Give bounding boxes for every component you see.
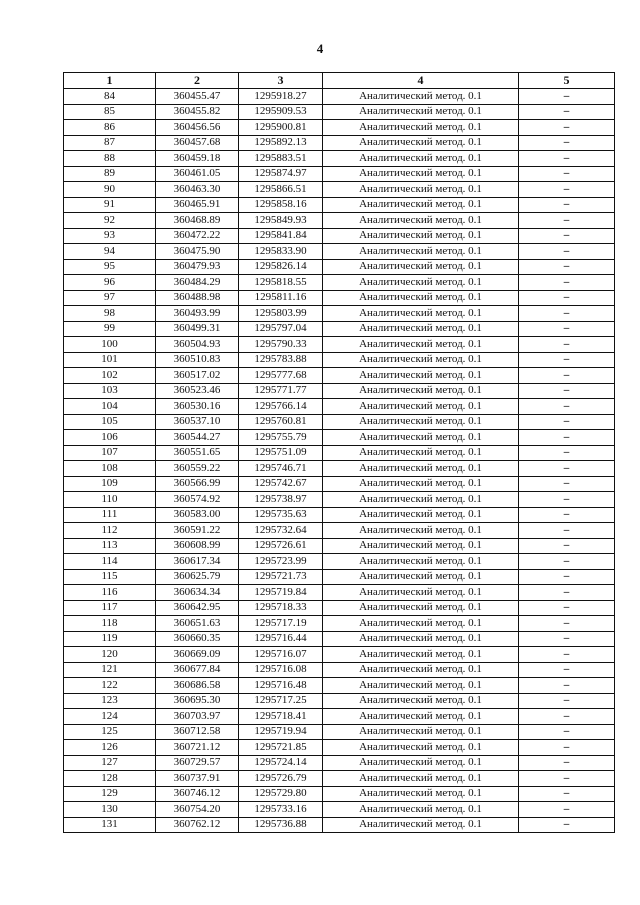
method-cell: Аналитический метод. 0.1: [323, 693, 519, 709]
y-coordinate-cell: 1295760.81: [239, 414, 323, 430]
x-coordinate-cell: 360493.99: [156, 306, 239, 322]
y-coordinate-cell: 1295783.88: [239, 352, 323, 368]
x-coordinate-cell: 360459.18: [156, 151, 239, 167]
table-row: [64, 89, 615, 105]
description-cell: –: [519, 89, 615, 105]
point-number-cell: 98: [64, 306, 156, 322]
description-cell: –: [519, 259, 615, 275]
y-coordinate-cell: 1295735.63: [239, 507, 323, 523]
point-number-cell: 99: [64, 321, 156, 337]
table-row: [64, 771, 615, 787]
y-coordinate-cell: 1295833.90: [239, 244, 323, 260]
method-cell: Аналитический метод. 0.1: [323, 151, 519, 167]
x-coordinate-cell: 360517.02: [156, 368, 239, 384]
description-cell: –: [519, 693, 615, 709]
table-row: [64, 259, 615, 275]
point-number-cell: 94: [64, 244, 156, 260]
description-cell: –: [519, 817, 615, 833]
point-number-cell: 92: [64, 213, 156, 229]
point-number-cell: 127: [64, 755, 156, 771]
point-number-cell: 84: [64, 89, 156, 105]
y-coordinate-cell: 1295918.27: [239, 89, 323, 105]
method-cell: Аналитический метод. 0.1: [323, 213, 519, 229]
table-row: [64, 755, 615, 771]
method-cell: Аналитический метод. 0.1: [323, 120, 519, 136]
table-row: [64, 693, 615, 709]
y-coordinate-cell: 1295723.99: [239, 554, 323, 570]
y-coordinate-cell: 1295717.19: [239, 616, 323, 632]
description-cell: –: [519, 492, 615, 508]
y-coordinate-cell: 1295811.16: [239, 290, 323, 306]
table-row: [64, 647, 615, 663]
y-coordinate-cell: 1295755.79: [239, 430, 323, 446]
table-row: [64, 275, 615, 291]
description-cell: –: [519, 740, 615, 756]
point-number-cell: 106: [64, 430, 156, 446]
method-cell: Аналитический метод. 0.1: [323, 321, 519, 337]
method-cell: Аналитический метод. 0.1: [323, 523, 519, 539]
point-number-cell: 95: [64, 259, 156, 275]
x-coordinate-cell: 360712.58: [156, 724, 239, 740]
point-number-cell: 97: [64, 290, 156, 306]
description-cell: –: [519, 445, 615, 461]
description-cell: –: [519, 306, 615, 322]
table-row: [64, 228, 615, 244]
table-row: [64, 740, 615, 756]
y-coordinate-cell: 1295716.07: [239, 647, 323, 663]
point-number-cell: 114: [64, 554, 156, 570]
description-cell: –: [519, 461, 615, 477]
description-cell: –: [519, 600, 615, 616]
point-number-cell: 120: [64, 647, 156, 663]
column-header-x: 2: [156, 73, 239, 89]
method-cell: Аналитический метод. 0.1: [323, 197, 519, 213]
table-row: [64, 600, 615, 616]
table-row: [64, 213, 615, 229]
method-cell: Аналитический метод. 0.1: [323, 554, 519, 570]
table-row: [64, 383, 615, 399]
description-cell: –: [519, 414, 615, 430]
method-cell: Аналитический метод. 0.1: [323, 275, 519, 291]
y-coordinate-cell: 1295818.55: [239, 275, 323, 291]
method-cell: Аналитический метод. 0.1: [323, 259, 519, 275]
table-row: [64, 786, 615, 802]
method-cell: Аналитический метод. 0.1: [323, 662, 519, 678]
table-row: [64, 197, 615, 213]
method-cell: Аналитический метод. 0.1: [323, 740, 519, 756]
table-row: [64, 399, 615, 415]
x-coordinate-cell: 360456.56: [156, 120, 239, 136]
y-coordinate-cell: 1295717.25: [239, 693, 323, 709]
description-cell: –: [519, 709, 615, 725]
description-cell: –: [519, 616, 615, 632]
column-header-y: 3: [239, 73, 323, 89]
table-row: [64, 709, 615, 725]
x-coordinate-cell: 360455.82: [156, 104, 239, 120]
table-row: [64, 306, 615, 322]
x-coordinate-cell: 360504.93: [156, 337, 239, 353]
point-number-cell: 88: [64, 151, 156, 167]
method-cell: Аналитический метод. 0.1: [323, 166, 519, 182]
description-cell: –: [519, 507, 615, 523]
y-coordinate-cell: 1295892.13: [239, 135, 323, 151]
x-coordinate-cell: 360583.00: [156, 507, 239, 523]
description-cell: –: [519, 662, 615, 678]
y-coordinate-cell: 1295721.85: [239, 740, 323, 756]
x-coordinate-cell: 360455.47: [156, 89, 239, 105]
y-coordinate-cell: 1295874.97: [239, 166, 323, 182]
table-body: [64, 89, 615, 833]
x-coordinate-cell: 360608.99: [156, 538, 239, 554]
y-coordinate-cell: 1295790.33: [239, 337, 323, 353]
method-cell: Аналитический метод. 0.1: [323, 228, 519, 244]
x-coordinate-cell: 360762.12: [156, 817, 239, 833]
description-cell: –: [519, 213, 615, 229]
point-number-cell: 87: [64, 135, 156, 151]
y-coordinate-cell: 1295726.61: [239, 538, 323, 554]
point-number-cell: 128: [64, 771, 156, 787]
description-cell: –: [519, 182, 615, 198]
method-cell: Аналитический метод. 0.1: [323, 352, 519, 368]
description-cell: –: [519, 120, 615, 136]
description-cell: –: [519, 802, 615, 818]
method-cell: Аналитический метод. 0.1: [323, 476, 519, 492]
point-number-cell: 131: [64, 817, 156, 833]
y-coordinate-cell: 1295732.64: [239, 523, 323, 539]
point-number-cell: 112: [64, 523, 156, 539]
description-cell: –: [519, 399, 615, 415]
description-cell: –: [519, 275, 615, 291]
x-coordinate-cell: 360746.12: [156, 786, 239, 802]
y-coordinate-cell: 1295777.68: [239, 368, 323, 384]
table-row: [64, 445, 615, 461]
y-coordinate-cell: 1295771.77: [239, 383, 323, 399]
description-cell: –: [519, 476, 615, 492]
x-coordinate-cell: 360523.46: [156, 383, 239, 399]
table-row: [64, 678, 615, 694]
method-cell: Аналитический метод. 0.1: [323, 771, 519, 787]
x-coordinate-cell: 360472.22: [156, 228, 239, 244]
x-coordinate-cell: 360695.30: [156, 693, 239, 709]
description-cell: –: [519, 554, 615, 570]
table-row: [64, 135, 615, 151]
description-cell: –: [519, 585, 615, 601]
point-number-cell: 119: [64, 631, 156, 647]
y-coordinate-cell: 1295716.08: [239, 662, 323, 678]
description-cell: –: [519, 104, 615, 120]
method-cell: Аналитический метод. 0.1: [323, 492, 519, 508]
method-cell: Аналитический метод. 0.1: [323, 631, 519, 647]
y-coordinate-cell: 1295797.04: [239, 321, 323, 337]
table-row: [64, 569, 615, 585]
point-number-cell: 117: [64, 600, 156, 616]
point-number-cell: 101: [64, 352, 156, 368]
point-number-cell: 130: [64, 802, 156, 818]
point-number-cell: 104: [64, 399, 156, 415]
y-coordinate-cell: 1295716.48: [239, 678, 323, 694]
table-row: [64, 120, 615, 136]
method-cell: Аналитический метод. 0.1: [323, 182, 519, 198]
x-coordinate-cell: 360457.68: [156, 135, 239, 151]
method-cell: Аналитический метод. 0.1: [323, 647, 519, 663]
table-row: [64, 414, 615, 430]
method-cell: Аналитический метод. 0.1: [323, 399, 519, 415]
x-coordinate-cell: 360625.79: [156, 569, 239, 585]
x-coordinate-cell: 360737.91: [156, 771, 239, 787]
x-coordinate-cell: 360754.20: [156, 802, 239, 818]
method-cell: Аналитический метод. 0.1: [323, 430, 519, 446]
table-row: [64, 523, 615, 539]
table-row: [64, 492, 615, 508]
x-coordinate-cell: 360551.65: [156, 445, 239, 461]
method-cell: Аналитический метод. 0.1: [323, 306, 519, 322]
x-coordinate-cell: 360475.90: [156, 244, 239, 260]
method-cell: Аналитический метод. 0.1: [323, 678, 519, 694]
table-row: [64, 430, 615, 446]
table-row: [64, 352, 615, 368]
point-number-cell: 109: [64, 476, 156, 492]
point-number-cell: 125: [64, 724, 156, 740]
point-number-cell: 116: [64, 585, 156, 601]
description-cell: –: [519, 523, 615, 539]
method-cell: Аналитический метод. 0.1: [323, 709, 519, 725]
y-coordinate-cell: 1295738.97: [239, 492, 323, 508]
x-coordinate-cell: 360642.95: [156, 600, 239, 616]
table-row: [64, 554, 615, 570]
table-row: [64, 802, 615, 818]
x-coordinate-cell: 360484.29: [156, 275, 239, 291]
method-cell: Аналитический метод. 0.1: [323, 569, 519, 585]
method-cell: Аналитический метод. 0.1: [323, 755, 519, 771]
method-cell: Аналитический метод. 0.1: [323, 89, 519, 105]
description-cell: –: [519, 368, 615, 384]
y-coordinate-cell: 1295900.81: [239, 120, 323, 136]
point-number-cell: 111: [64, 507, 156, 523]
x-coordinate-cell: 360463.30: [156, 182, 239, 198]
description-cell: –: [519, 538, 615, 554]
method-cell: Аналитический метод. 0.1: [323, 600, 519, 616]
x-coordinate-cell: 360686.58: [156, 678, 239, 694]
description-cell: –: [519, 430, 615, 446]
table-row: [64, 321, 615, 337]
table-row: [64, 461, 615, 477]
x-coordinate-cell: 360530.16: [156, 399, 239, 415]
x-coordinate-cell: 360617.34: [156, 554, 239, 570]
description-cell: –: [519, 151, 615, 167]
description-cell: –: [519, 321, 615, 337]
table-row: [64, 616, 615, 632]
table-row: [64, 662, 615, 678]
method-cell: Аналитический метод. 0.1: [323, 414, 519, 430]
description-cell: –: [519, 724, 615, 740]
y-coordinate-cell: 1295718.33: [239, 600, 323, 616]
x-coordinate-cell: 360510.83: [156, 352, 239, 368]
description-cell: –: [519, 337, 615, 353]
y-coordinate-cell: 1295909.53: [239, 104, 323, 120]
point-number-cell: 91: [64, 197, 156, 213]
table-row: [64, 151, 615, 167]
y-coordinate-cell: 1295742.67: [239, 476, 323, 492]
point-number-cell: 129: [64, 786, 156, 802]
point-number-cell: 124: [64, 709, 156, 725]
method-cell: Аналитический метод. 0.1: [323, 802, 519, 818]
y-coordinate-cell: 1295766.14: [239, 399, 323, 415]
y-coordinate-cell: 1295716.44: [239, 631, 323, 647]
page-number: 4: [316, 41, 324, 56]
y-coordinate-cell: 1295849.93: [239, 213, 323, 229]
x-coordinate-cell: 360488.98: [156, 290, 239, 306]
point-number-cell: 110: [64, 492, 156, 508]
description-cell: –: [519, 244, 615, 260]
point-number-cell: 89: [64, 166, 156, 182]
x-coordinate-cell: 360574.92: [156, 492, 239, 508]
table-row: [64, 104, 615, 120]
x-coordinate-cell: 360634.34: [156, 585, 239, 601]
x-coordinate-cell: 360660.35: [156, 631, 239, 647]
table-row: [64, 507, 615, 523]
method-cell: Аналитический метод. 0.1: [323, 817, 519, 833]
table-row: [64, 368, 615, 384]
point-number-cell: 86: [64, 120, 156, 136]
y-coordinate-cell: 1295751.09: [239, 445, 323, 461]
x-coordinate-cell: 360465.91: [156, 197, 239, 213]
point-number-cell: 103: [64, 383, 156, 399]
y-coordinate-cell: 1295858.16: [239, 197, 323, 213]
x-coordinate-cell: 360461.05: [156, 166, 239, 182]
x-coordinate-cell: 360479.93: [156, 259, 239, 275]
x-coordinate-cell: 360651.63: [156, 616, 239, 632]
y-coordinate-cell: 1295721.73: [239, 569, 323, 585]
y-coordinate-cell: 1295733.16: [239, 802, 323, 818]
description-cell: –: [519, 678, 615, 694]
y-coordinate-cell: 1295736.88: [239, 817, 323, 833]
method-cell: Аналитический метод. 0.1: [323, 724, 519, 740]
point-number-cell: 126: [64, 740, 156, 756]
method-cell: Аналитический метод. 0.1: [323, 290, 519, 306]
x-coordinate-cell: 360703.97: [156, 709, 239, 725]
description-cell: –: [519, 290, 615, 306]
y-coordinate-cell: 1295719.94: [239, 724, 323, 740]
table-row: [64, 538, 615, 554]
y-coordinate-cell: 1295719.84: [239, 585, 323, 601]
table-row: [64, 290, 615, 306]
point-number-cell: 100: [64, 337, 156, 353]
y-coordinate-cell: 1295746.71: [239, 461, 323, 477]
header-row: [64, 73, 615, 89]
column-header-description: 5: [519, 73, 615, 89]
point-number-cell: 102: [64, 368, 156, 384]
table-row: [64, 244, 615, 260]
table-row: [64, 817, 615, 833]
description-cell: –: [519, 166, 615, 182]
method-cell: Аналитический метод. 0.1: [323, 368, 519, 384]
point-number-cell: 108: [64, 461, 156, 477]
table-row: [64, 585, 615, 601]
table-row: [64, 182, 615, 198]
method-cell: Аналитический метод. 0.1: [323, 786, 519, 802]
x-coordinate-cell: 360591.22: [156, 523, 239, 539]
point-number-cell: 107: [64, 445, 156, 461]
y-coordinate-cell: 1295803.99: [239, 306, 323, 322]
x-coordinate-cell: 360537.10: [156, 414, 239, 430]
description-cell: –: [519, 771, 615, 787]
method-cell: Аналитический метод. 0.1: [323, 507, 519, 523]
description-cell: –: [519, 352, 615, 368]
point-number-cell: 96: [64, 275, 156, 291]
method-cell: Аналитический метод. 0.1: [323, 337, 519, 353]
point-number-cell: 93: [64, 228, 156, 244]
y-coordinate-cell: 1295883.51: [239, 151, 323, 167]
y-coordinate-cell: 1295729.80: [239, 786, 323, 802]
y-coordinate-cell: 1295724.14: [239, 755, 323, 771]
point-number-cell: 115: [64, 569, 156, 585]
description-cell: –: [519, 631, 615, 647]
y-coordinate-cell: 1295726.79: [239, 771, 323, 787]
description-cell: –: [519, 786, 615, 802]
table-row: [64, 166, 615, 182]
method-cell: Аналитический метод. 0.1: [323, 135, 519, 151]
point-number-cell: 122: [64, 678, 156, 694]
point-number-cell: 123: [64, 693, 156, 709]
point-number-cell: 85: [64, 104, 156, 120]
y-coordinate-cell: 1295718.41: [239, 709, 323, 725]
method-cell: Аналитический метод. 0.1: [323, 104, 519, 120]
description-cell: –: [519, 135, 615, 151]
method-cell: Аналитический метод. 0.1: [323, 244, 519, 260]
coordinates-table: [63, 72, 615, 833]
x-coordinate-cell: 360677.84: [156, 662, 239, 678]
x-coordinate-cell: 360559.22: [156, 461, 239, 477]
table-row: [64, 476, 615, 492]
method-cell: Аналитический метод. 0.1: [323, 538, 519, 554]
x-coordinate-cell: 360544.27: [156, 430, 239, 446]
point-number-cell: 118: [64, 616, 156, 632]
x-coordinate-cell: 360721.12: [156, 740, 239, 756]
y-coordinate-cell: 1295866.51: [239, 182, 323, 198]
method-cell: Аналитический метод. 0.1: [323, 445, 519, 461]
description-cell: –: [519, 383, 615, 399]
method-cell: Аналитический метод. 0.1: [323, 616, 519, 632]
x-coordinate-cell: 360729.57: [156, 755, 239, 771]
table-row: [64, 631, 615, 647]
y-coordinate-cell: 1295826.14: [239, 259, 323, 275]
method-cell: Аналитический метод. 0.1: [323, 383, 519, 399]
column-header-point: 1: [64, 73, 156, 89]
description-cell: –: [519, 197, 615, 213]
method-cell: Аналитический метод. 0.1: [323, 585, 519, 601]
description-cell: –: [519, 647, 615, 663]
table-row: [64, 724, 615, 740]
y-coordinate-cell: 1295841.84: [239, 228, 323, 244]
table-header: [64, 73, 615, 89]
table-row: [64, 337, 615, 353]
column-header-method: 4: [323, 73, 519, 89]
point-number-cell: 121: [64, 662, 156, 678]
description-cell: –: [519, 569, 615, 585]
description-cell: –: [519, 755, 615, 771]
x-coordinate-cell: 360499.31: [156, 321, 239, 337]
description-cell: –: [519, 228, 615, 244]
point-number-cell: 90: [64, 182, 156, 198]
x-coordinate-cell: 360669.09: [156, 647, 239, 663]
x-coordinate-cell: 360468.89: [156, 213, 239, 229]
x-coordinate-cell: 360566.99: [156, 476, 239, 492]
point-number-cell: 105: [64, 414, 156, 430]
point-number-cell: 113: [64, 538, 156, 554]
method-cell: Аналитический метод. 0.1: [323, 461, 519, 477]
